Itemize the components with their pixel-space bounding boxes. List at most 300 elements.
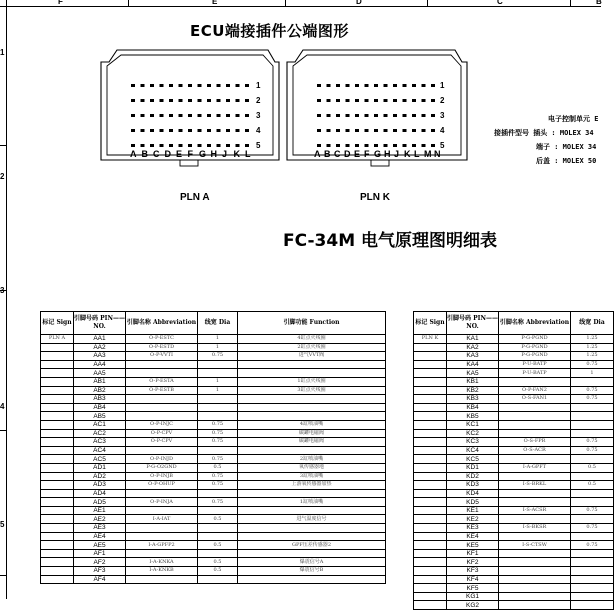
table-row — [41, 498, 386, 507]
pin-socket — [160, 84, 164, 87]
connector-pin-letter: N — [434, 149, 441, 159]
pin-socket — [336, 99, 340, 102]
cell-sign — [414, 515, 447, 524]
cell-sign — [414, 558, 447, 567]
cell-pin: AA3 — [74, 352, 126, 361]
pin-socket — [317, 144, 321, 147]
cell-func — [238, 446, 386, 455]
pin-socket — [150, 99, 154, 102]
table-row — [41, 395, 386, 404]
cell-abbr: O-S-FPR — [499, 438, 571, 447]
connector-k-row-numbers — [440, 81, 450, 161]
table-row — [414, 524, 614, 533]
cell-pin: KB4 — [447, 403, 499, 412]
cell-sign — [41, 352, 74, 361]
frame-row-number: 5 — [0, 520, 5, 529]
cell-sign — [414, 592, 447, 601]
cell-dia: 0.75 — [571, 395, 614, 404]
cell-dia — [198, 403, 238, 412]
connector-k-inner — [293, 55, 461, 155]
pin-socket — [245, 99, 249, 102]
cell-abbr — [126, 549, 198, 558]
frame-tick — [570, 0, 571, 6]
cell-sign — [41, 524, 74, 533]
cell-abbr: O-P-CPV — [126, 438, 198, 447]
table-row — [41, 360, 386, 369]
cell-pin: AC4 — [74, 446, 126, 455]
pin-socket — [374, 144, 378, 147]
pin-socket — [393, 129, 397, 132]
pin-socket — [169, 129, 173, 132]
cell-pin: KE4 — [447, 532, 499, 541]
pin-socket — [198, 114, 202, 117]
cell-abbr — [126, 489, 198, 498]
cell-abbr — [126, 403, 198, 412]
cell-abbr: P-U-BATP — [499, 360, 571, 369]
cell-pin: KE5 — [447, 541, 499, 550]
pin-socket — [317, 99, 321, 102]
cell-sign — [414, 481, 447, 490]
cell-sign — [41, 481, 74, 490]
connector-pin-letter: B — [141, 149, 148, 159]
connector-pin-letter: B — [324, 149, 331, 159]
cell-dia: 0.75 — [571, 360, 614, 369]
pin-socket — [374, 84, 378, 87]
cell-sign — [41, 360, 74, 369]
cell-pin: AB1 — [74, 377, 126, 386]
cell-pin: AE5 — [74, 541, 126, 550]
cell-abbr: O-P-ESTA — [126, 377, 198, 386]
cell-abbr — [499, 412, 571, 421]
cell-dia: 1 — [198, 377, 238, 386]
cell-sign — [41, 343, 74, 352]
cell-abbr — [126, 532, 198, 541]
pin-socket — [403, 84, 407, 87]
cell-abbr — [499, 575, 571, 584]
cell-sign — [414, 532, 447, 541]
cell-abbr: P-G-PGND — [499, 335, 571, 344]
cell-dia: 0.5 — [571, 463, 614, 472]
table-row — [41, 420, 386, 429]
cell-dia — [571, 575, 614, 584]
table-row — [414, 532, 614, 541]
pin-socket — [403, 144, 407, 147]
header-dia: 线宽 Dia — [198, 312, 238, 335]
table-row — [414, 489, 614, 498]
pin-socket — [384, 84, 388, 87]
cell-abbr: O-P-ESTC — [126, 335, 198, 344]
pin-socket — [169, 144, 173, 147]
header-sign: 标记 Sign — [414, 312, 447, 335]
cell-dia: 0.75 — [571, 386, 614, 395]
frame-col-letter: D — [356, 0, 362, 6]
cell-dia: 1.25 — [571, 335, 614, 344]
cell-pin: AD3 — [74, 481, 126, 490]
cell-sign — [414, 584, 447, 593]
connector-row-number: 3 — [256, 111, 261, 120]
pin-socket — [422, 114, 426, 117]
pin-socket — [403, 129, 407, 132]
connector-row-number: 3 — [440, 111, 445, 120]
cell-pin: KA4 — [447, 360, 499, 369]
cell-pin: AC2 — [74, 429, 126, 438]
pin-socket — [226, 99, 230, 102]
cell-sign — [41, 515, 74, 524]
table-row — [41, 489, 386, 498]
pin-socket — [131, 84, 135, 87]
cell-sign — [414, 369, 447, 378]
cell-dia — [571, 377, 614, 386]
cell-dia: 0.75 — [571, 541, 614, 550]
cell-dia: 1 — [198, 335, 238, 344]
cell-sign — [414, 455, 447, 464]
pin-socket — [412, 114, 416, 117]
pin-socket — [355, 129, 359, 132]
connector-pin-letter: H — [210, 149, 217, 159]
cell-abbr — [499, 601, 571, 610]
header-function: 引脚功能 Function — [238, 312, 386, 335]
cell-abbr — [499, 515, 571, 524]
connector-k-letter-row — [314, 149, 444, 161]
pin-socket — [179, 114, 183, 117]
cell-pin: KA3 — [447, 352, 499, 361]
table-row — [414, 335, 614, 344]
cell-dia: 0.5 — [198, 541, 238, 550]
cell-abbr — [499, 455, 571, 464]
cell-pin: KA2 — [447, 343, 499, 352]
pin-socket — [169, 99, 173, 102]
pin-socket — [365, 84, 369, 87]
header-abbreviation: 引脚名称 Abbreviation — [499, 312, 571, 335]
frame-tick — [0, 145, 6, 146]
connector-pin-letter: M — [424, 149, 432, 159]
cell-pin: AF1 — [74, 549, 126, 558]
table-row — [414, 567, 614, 576]
cell-sign: PLN A — [41, 335, 74, 344]
back-cover-model-line: 后盖 : MOLEX 50 — [536, 157, 597, 165]
cell-abbr — [126, 506, 198, 515]
cell-pin: KF1 — [447, 549, 499, 558]
cell-func — [238, 403, 386, 412]
cell-abbr — [499, 420, 571, 429]
cell-abbr: O-P-INJB — [126, 472, 198, 481]
pin-socket — [150, 144, 154, 147]
pin-socket — [245, 84, 249, 87]
pin-socket — [422, 129, 426, 132]
pin-socket — [355, 84, 359, 87]
pin-socket — [384, 129, 388, 132]
table-row — [41, 575, 386, 584]
table-row — [41, 412, 386, 421]
cell-dia: 0.75 — [198, 420, 238, 429]
pin-socket — [179, 99, 183, 102]
pin-socket — [403, 114, 407, 117]
cell-dia — [571, 403, 614, 412]
pin-socket — [207, 144, 211, 147]
cell-abbr: I-A-GPFP2 — [126, 541, 198, 550]
pin-socket — [150, 114, 154, 117]
table-row — [414, 575, 614, 584]
connector-k-pins — [317, 84, 435, 147]
pin-socket — [365, 114, 369, 117]
pin-socket — [217, 114, 221, 117]
cell-dia — [198, 446, 238, 455]
pin-socket — [393, 144, 397, 147]
table-row — [41, 369, 386, 378]
connector-row-number: 4 — [256, 126, 261, 135]
pin-socket — [431, 84, 435, 87]
frame-tick — [285, 0, 286, 6]
cell-abbr — [499, 403, 571, 412]
cell-sign — [41, 506, 74, 515]
cell-pin: AB5 — [74, 412, 126, 421]
cell-sign — [414, 567, 447, 576]
cell-func — [238, 412, 386, 421]
cell-pin: AD1 — [74, 463, 126, 472]
connector-row-number: 5 — [256, 141, 261, 150]
pin-socket — [236, 99, 240, 102]
cell-pin: KD3 — [447, 481, 499, 490]
cell-dia — [198, 524, 238, 533]
connector-k-label: PLN K — [360, 192, 390, 203]
pin-socket — [141, 99, 145, 102]
cell-abbr: I-S-ACSR — [499, 506, 571, 515]
pin-socket — [422, 144, 426, 147]
cell-func: 3缸喷油嘴 — [238, 472, 386, 481]
cell-pin: KE2 — [447, 515, 499, 524]
pin-socket — [393, 114, 397, 117]
cell-abbr: O-P-INJC — [126, 420, 198, 429]
table-row — [41, 446, 386, 455]
cell-dia — [198, 489, 238, 498]
connector-row-number: 1 — [440, 81, 445, 90]
table-row — [41, 352, 386, 361]
cell-sign — [41, 446, 74, 455]
pin-socket — [346, 84, 350, 87]
pin-socket — [346, 129, 350, 132]
cell-sign — [41, 395, 74, 404]
table-row — [41, 567, 386, 576]
table-row — [414, 481, 614, 490]
pin-socket — [317, 114, 321, 117]
pin-socket — [188, 114, 192, 117]
cell-dia — [571, 455, 614, 464]
cell-func: 2缸喷油嘴 — [238, 455, 386, 464]
connector-pin-letter: G — [374, 149, 382, 159]
pin-socket — [412, 129, 416, 132]
cell-func: 碳罐电磁阀 — [238, 429, 386, 438]
cell-pin: KD4 — [447, 489, 499, 498]
table-row — [41, 403, 386, 412]
pin-socket — [207, 84, 211, 87]
connector-row-number: 2 — [256, 96, 261, 105]
cell-sign — [414, 575, 447, 584]
pin-socket — [226, 129, 230, 132]
table-row — [414, 584, 614, 593]
cell-abbr: O-P-INJA — [126, 498, 198, 507]
cell-func — [238, 532, 386, 541]
cell-sign — [41, 575, 74, 584]
cell-abbr — [499, 567, 571, 576]
connector-a-inner — [107, 55, 273, 155]
table-row — [41, 386, 386, 395]
cell-pin: AE3 — [74, 524, 126, 533]
cell-dia: 0.75 — [198, 352, 238, 361]
connector-diagram — [95, 48, 475, 188]
pin-socket — [236, 144, 240, 147]
table-row — [41, 455, 386, 464]
table-row — [414, 592, 614, 601]
cell-dia: 0.75 — [198, 455, 238, 464]
cell-sign — [41, 386, 74, 395]
cell-abbr: O-S-ACR — [499, 446, 571, 455]
pin-socket — [336, 84, 340, 87]
connector-pin-letter: K — [233, 149, 240, 159]
cell-abbr: O-P-VVTI — [126, 352, 198, 361]
header-pin: 引脚号码 PIN——NO. — [74, 312, 126, 335]
table-row — [41, 343, 386, 352]
cell-func — [238, 360, 386, 369]
cell-pin: AD5 — [74, 498, 126, 507]
pin-socket — [355, 114, 359, 117]
pin-socket — [374, 99, 378, 102]
cell-abbr — [126, 395, 198, 404]
table-row — [414, 343, 614, 352]
pin-socket — [245, 129, 249, 132]
cell-pin: AD4 — [74, 489, 126, 498]
cell-abbr — [499, 584, 571, 593]
connector-row-number: 5 — [440, 141, 445, 150]
cell-func: 4缸点火线圈 — [238, 335, 386, 344]
pin-socket — [198, 129, 202, 132]
cell-sign — [414, 343, 447, 352]
table-row — [414, 549, 614, 558]
pin-socket — [198, 84, 202, 87]
cell-abbr: O-P-FAN2 — [499, 386, 571, 395]
table-row — [414, 506, 614, 515]
cell-pin: AF4 — [74, 575, 126, 584]
cell-dia — [571, 515, 614, 524]
frame-col-letter: F — [58, 0, 63, 6]
pin-socket — [412, 84, 416, 87]
pin-socket — [365, 129, 369, 132]
cell-dia: 0.5 — [198, 567, 238, 576]
frame-tick — [0, 430, 6, 431]
pin-socket — [179, 129, 183, 132]
cell-func: 1缸喷油嘴 — [238, 498, 386, 507]
pin-socket — [131, 114, 135, 117]
cell-dia: 0.5 — [198, 558, 238, 567]
cell-abbr — [126, 575, 198, 584]
cell-pin: AD2 — [74, 472, 126, 481]
cell-dia — [571, 489, 614, 498]
connector-a-row-numbers — [256, 81, 266, 161]
pin-socket — [422, 99, 426, 102]
cell-sign — [414, 412, 447, 421]
cell-dia: 0.5 — [571, 481, 614, 490]
header-sign: 标记 Sign — [41, 312, 74, 335]
pin-socket — [431, 129, 435, 132]
cell-dia: 0.75 — [198, 429, 238, 438]
pin-socket — [412, 144, 416, 147]
cell-dia — [571, 601, 614, 610]
cell-pin: KC1 — [447, 420, 499, 429]
connector-row-number: 2 — [440, 96, 445, 105]
pin-socket — [327, 129, 331, 132]
cell-abbr — [499, 549, 571, 558]
pin-socket — [226, 114, 230, 117]
table-row — [41, 472, 386, 481]
cell-dia: 1 — [571, 369, 614, 378]
cell-func: 爆震信号A — [238, 558, 386, 567]
table-row — [414, 429, 614, 438]
cell-abbr: P-G-PGND — [499, 352, 571, 361]
pin-socket — [346, 144, 350, 147]
cell-pin: AE4 — [74, 532, 126, 541]
cell-pin: AC3 — [74, 438, 126, 447]
cell-abbr: O-P-ESTB — [126, 386, 198, 395]
cell-sign — [414, 541, 447, 550]
cell-pin: KD5 — [447, 498, 499, 507]
cell-pin: KB2 — [447, 386, 499, 395]
cell-func: 碳罐电磁阀 — [238, 438, 386, 447]
header-pin: 引脚号码 PIN——NO. — [447, 312, 499, 335]
pin-socket — [422, 84, 426, 87]
pin-socket — [346, 114, 350, 117]
table-row — [414, 515, 614, 524]
cell-func — [238, 549, 386, 558]
cell-func: GPF压差传感器2 — [238, 541, 386, 550]
table-row — [41, 429, 386, 438]
pin-socket — [374, 129, 378, 132]
pin-socket — [217, 84, 221, 87]
pin-socket — [188, 129, 192, 132]
cell-dia: 0.5 — [198, 515, 238, 524]
connector-a-housing — [101, 50, 279, 160]
table-row — [414, 369, 614, 378]
cell-sign — [414, 429, 447, 438]
connector-pin-letter: D — [164, 149, 171, 159]
pin-socket — [393, 84, 397, 87]
cell-pin: KF3 — [447, 567, 499, 576]
cell-sign — [414, 438, 447, 447]
cell-dia — [198, 549, 238, 558]
cell-func: 3缸点火线圈 — [238, 386, 386, 395]
cell-sign — [414, 506, 447, 515]
cell-dia — [198, 360, 238, 369]
cell-dia: 0.75 — [198, 438, 238, 447]
cell-sign — [414, 386, 447, 395]
pin-socket — [217, 129, 221, 132]
table-row — [414, 455, 614, 464]
cell-abbr — [499, 532, 571, 541]
connector-pin-letter: G — [199, 149, 207, 159]
cell-func: 上游氧传感器加热 — [238, 481, 386, 490]
pin-socket — [327, 144, 331, 147]
table-row — [41, 438, 386, 447]
cell-sign — [41, 369, 74, 378]
cell-dia — [571, 420, 614, 429]
header-dia: 线宽 Dia — [571, 312, 614, 335]
cell-abbr — [499, 429, 571, 438]
connector-diagram-title: ECU端接插件公端图形 — [190, 22, 349, 40]
table-row — [41, 524, 386, 533]
cell-func: 2缸点火线圈 — [238, 343, 386, 352]
cell-sign — [41, 463, 74, 472]
cell-sign — [41, 429, 74, 438]
pin-socket — [188, 84, 192, 87]
pin-socket — [317, 129, 321, 132]
